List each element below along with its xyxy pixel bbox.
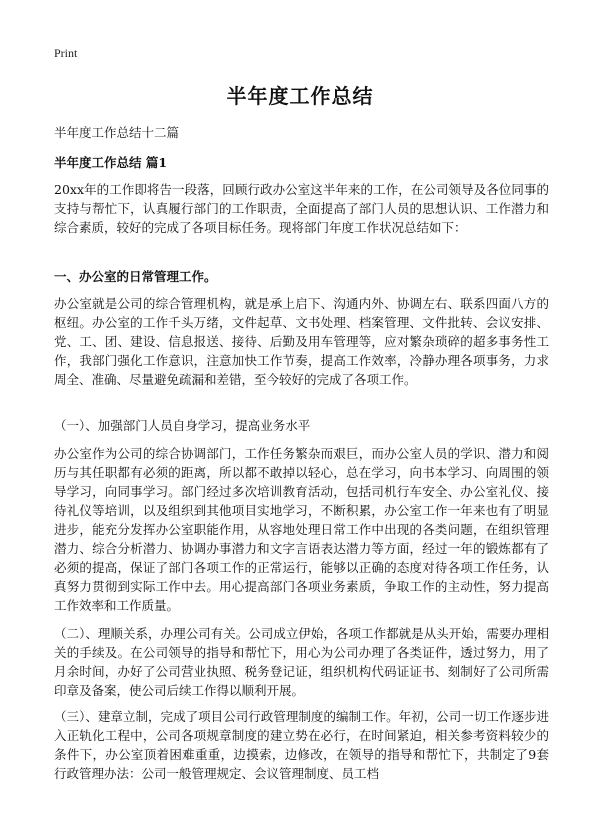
- subsection-3-paragraph: （三）、建章立制，完成了项目公司行政管理制度的编制工作。年初，公司一切工作逐步进入正轨化工程中，公司各项规章制度的建立势在必行，在时间紧迫，相关参考资料较少的条件下，办公室顶着困难重重，边摸索，边修改，在领导的指导和帮忙下，共制定了9套行政管理办法：公司一般管理规定、会议管理制度、员工档: [54, 709, 549, 781]
- page-title: 半年度工作总结: [226, 84, 374, 108]
- subsection-1-heading: （一）、加强部门人员自身学习，提高业务水平: [54, 418, 311, 433]
- subsection-1-paragraph: 办公室作为公司的综合协调部门，工作任务繁杂而艰巨，而办公室人员的学识、潜力和阅历与其任职都有必须的距离，所以都不敢掉以轻心，总在学习，向书本学习、向周围的领导学习，向同事学习。部门经过多次培训教育活动，包括司机行车安全、办公室礼仪、接待礼仪等培训，以及组织到其他项目实地学习，不断积累，办公室工作一年来也有了明显进步，能充分发挥办公室职能作用，从容地处理日常工作中出现的各类问题，在组织管理潜力、综合分析潜力、协调办事潜力和文字言语表达潜力等方面，经过一年的锻炼都有了必须的提高，保证了部门各项工作的正常运行，能够以正确的态度对待各项工作任务，认真努力贯彻到实际工作中去。用心提高部门各项业务素质，争取工作的主动性，努力提高工作效率和工作质量。: [54, 446, 549, 613]
- article-heading: 半年度工作总结 篇1: [54, 155, 168, 170]
- subsection-2-paragraph: （二）、理顺关系，办理公司有关。公司成立伊始，各项工作都就是从头开始，需要办理相关的手续及。在公司领导的指导和帮忙下，用心为公司办理了各类证件，透过努力，用了月余时间，办好了公司营业执照、税务登记证，组织机构代码证证书、刻制好了公司所需印章及备案，使公司后续工作得以顺利开展。: [54, 626, 549, 698]
- section-1-paragraph: 办公室就是公司的综合管理机构，就是承上启下、沟通内外、协调左右、联系四面八方的枢纽。办公室的工作千头万绪，文件起草、文书处理、档案管理、文件批转、会议安排、党、工、团、建设、信息报送、接待、后勤及用车管理等，应对繁杂琐碎的超多事务性工作，我部门强化工作意识，注意加快工作节奏，提高工作效率，冷静办理各项事务，力求周全、准确、尽量避免疏漏和差错，至今较好的完成了各项工作。: [54, 296, 549, 387]
- document-subtitle: 半年度工作总结十二篇: [54, 125, 180, 140]
- section-1-heading: 一、办公室的日常管理工作。: [54, 269, 217, 284]
- print-link[interactable]: Print: [54, 46, 78, 60]
- intro-paragraph: 20xx年的工作即将告一段落，回顾行政办公室这半年来的工作，在公司领导及各位同事的支持与帮忙下，认真履行部门的工作职责，全面提高了部门人员的思想认识、工作潜力和综合素质，较好的完成了各项目标任务。现将部门年度工作状况总结如下：: [54, 182, 549, 235]
